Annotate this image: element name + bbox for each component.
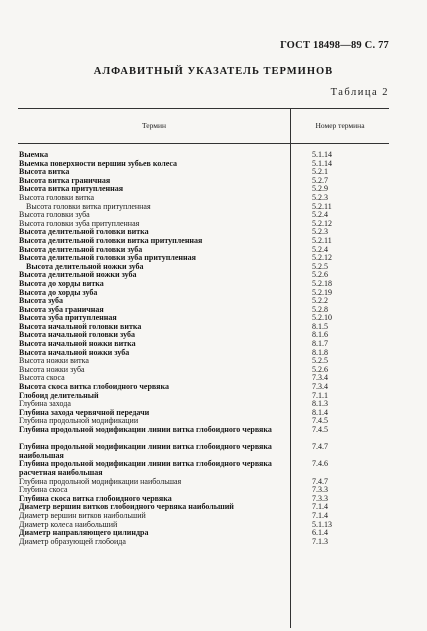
term-number-cell: 7.4.7 bbox=[312, 442, 328, 452]
term-cell: Глубина продольной модификации наибольшая bbox=[19, 476, 182, 486]
term-number-cell: 7.1.4 bbox=[312, 510, 328, 520]
table-row bbox=[0, 460, 427, 477]
term-cell: Глубина продольной модификации линии витка глобоидного червяка расчетная наибольшая bbox=[19, 459, 272, 477]
term-number-cell: 5.2.6 bbox=[312, 364, 328, 374]
term-cell: Диаметр направляющего цилиндра bbox=[19, 528, 149, 538]
term-number-cell: 5.2.18 bbox=[312, 278, 332, 288]
table-row bbox=[0, 426, 427, 443]
term-cell: Высота скоса bbox=[19, 373, 65, 383]
term-number-cell: 7.1.4 bbox=[312, 502, 328, 512]
column-header-term: Термин bbox=[141, 121, 167, 130]
term-number-cell: 5.2.6 bbox=[312, 270, 328, 280]
term-cell: Диаметр вершин витков глобоидного червяка наибольший bbox=[19, 502, 234, 512]
term-number-cell: 5.2.11 bbox=[312, 201, 332, 211]
term-cell: Высота делительной ножки зуба bbox=[19, 270, 137, 280]
term-cell: Высота делительной головки зуба bbox=[19, 244, 143, 254]
term-cell: Высота скоса витка глобоидного червяка bbox=[19, 382, 169, 392]
term-number-cell: 5.2.4 bbox=[312, 210, 328, 220]
term-cell: Глубина продольной модификации bbox=[19, 416, 139, 426]
term-number-cell: 5.2.5 bbox=[312, 356, 328, 366]
term-number-cell: 7.3.4 bbox=[312, 382, 328, 392]
term-number-cell: 6.1.4 bbox=[312, 528, 328, 538]
term-number-cell: 8.1.7 bbox=[312, 339, 328, 349]
term-cell: Выемка поверхности вершин зубьев колеса bbox=[19, 158, 178, 168]
term-number-cell: 5.2.5 bbox=[312, 261, 328, 271]
term-number-cell: 5.2.7 bbox=[312, 175, 328, 185]
term-cell: Высота делительной головки зуба притупленная bbox=[19, 253, 196, 263]
term-cell: Глубина продольной модификации линии витка глобоидного червяка bbox=[19, 425, 272, 434]
term-number-cell: 5.2.11 bbox=[312, 235, 332, 245]
term-number-cell: 7.4.6 bbox=[312, 459, 328, 469]
table-row bbox=[0, 289, 427, 298]
term-cell: Диаметр колеса наибольший bbox=[19, 519, 118, 529]
page-title: АЛФАВИТНЫЙ УКАЗАТЕЛЬ ТЕРМИНОВ bbox=[93, 66, 334, 77]
term-cell: Высота витка граничная bbox=[19, 175, 111, 185]
term-cell: Выемка bbox=[19, 150, 49, 159]
term-number-cell: 7.3.3 bbox=[312, 493, 328, 503]
term-number-cell: 5.2.19 bbox=[312, 287, 332, 297]
term-number-cell: 5.2.10 bbox=[312, 313, 332, 323]
term-cell: Высота головки зуба bbox=[19, 210, 90, 220]
term-number-cell: 7.4.5 bbox=[312, 425, 328, 434]
column-header-number: Номер термина bbox=[315, 121, 365, 130]
term-number-cell: 8.1.8 bbox=[312, 347, 328, 357]
term-cell: Глубина продольной модификации линии витка глобоидного червяка наибольшая bbox=[19, 442, 272, 460]
term-cell: Высота до хорды зуба bbox=[19, 287, 98, 297]
term-number-cell: 5.2.9 bbox=[312, 184, 328, 194]
term-number-cell: 5.1.14 bbox=[312, 158, 332, 168]
term-cell: Высота зуба притупленная bbox=[19, 313, 117, 323]
term-cell: Высота делительной головки витка bbox=[19, 227, 149, 237]
term-number-cell: 8.1.3 bbox=[312, 399, 328, 409]
terms-table-body bbox=[0, 151, 427, 546]
term-cell: Высота головки зуба притупленная bbox=[19, 218, 140, 228]
table-row bbox=[0, 443, 427, 460]
term-number-cell: 5.1.14 bbox=[312, 150, 332, 159]
term-cell: Диаметр образующей глобоида bbox=[19, 536, 126, 546]
term-cell: Высота делительной головки витка притупленная bbox=[19, 235, 203, 245]
term-cell: Глобоид делительный bbox=[19, 390, 99, 400]
term-number-cell: 5.2.4 bbox=[312, 244, 328, 254]
term-cell: Высота ножки витка bbox=[19, 356, 89, 366]
term-number-cell: 8.1.4 bbox=[312, 407, 328, 417]
term-cell: Глубина захода bbox=[19, 399, 71, 409]
table-row bbox=[0, 538, 427, 547]
term-number-cell: 5.2.1 bbox=[312, 167, 328, 177]
term-cell: Диаметр вершин витков наибольший bbox=[19, 510, 146, 520]
term-cell: Высота делительной ножки зуба bbox=[26, 261, 144, 271]
term-number-cell: 5.2.2 bbox=[312, 296, 328, 306]
term-cell: Высота витка bbox=[19, 167, 70, 177]
term-cell: Глубина захода червячной передачи bbox=[19, 407, 150, 417]
term-number-cell: 5.2.8 bbox=[312, 304, 328, 314]
term-cell: Высота начальной головки зуба bbox=[19, 330, 135, 340]
term-number-cell: 5.2.3 bbox=[312, 192, 328, 202]
table-caption: Таблица 2 bbox=[330, 87, 389, 98]
term-number-cell: 7.1.1 bbox=[312, 390, 328, 400]
term-number-cell: 7.3.3 bbox=[312, 485, 328, 495]
term-cell: Высота зуба bbox=[19, 296, 63, 306]
term-cell: Высота начальной головки витка bbox=[19, 321, 142, 331]
term-cell: Высота ножки зуба bbox=[19, 364, 85, 374]
term-number-cell: 7.3.4 bbox=[312, 373, 328, 383]
page-header: ГОСТ 18498—89 С. 77 bbox=[280, 40, 389, 51]
term-cell: Высота зуба граничная bbox=[19, 304, 104, 314]
term-number-cell: 7.4.5 bbox=[312, 416, 328, 426]
term-number-cell: 5.1.13 bbox=[312, 519, 332, 529]
term-number-cell: 8.1.6 bbox=[312, 330, 328, 340]
term-number-cell: 5.2.12 bbox=[312, 218, 332, 228]
term-cell: Высота начальной ножки витка bbox=[19, 339, 136, 349]
term-number-cell: 8.1.5 bbox=[312, 321, 328, 331]
term-cell: Глубина скоса витка глобоидного червяка bbox=[19, 493, 172, 503]
term-cell: Высота головки витка притупленная bbox=[26, 201, 151, 211]
term-cell: Глубина скоса bbox=[19, 485, 68, 495]
term-cell: Высота витка притупленная bbox=[19, 184, 124, 194]
term-number-cell: 5.2.12 bbox=[312, 253, 332, 263]
term-number-cell: 7.1.3 bbox=[312, 536, 328, 546]
term-cell: Высота до хорды витка bbox=[19, 278, 104, 288]
term-number-cell: 7.4.7 bbox=[312, 476, 328, 486]
term-cell: Высота начальной ножки зуба bbox=[19, 347, 130, 357]
term-number-cell: 5.2.3 bbox=[312, 227, 328, 237]
term-cell: Высота головки витка bbox=[19, 192, 95, 202]
